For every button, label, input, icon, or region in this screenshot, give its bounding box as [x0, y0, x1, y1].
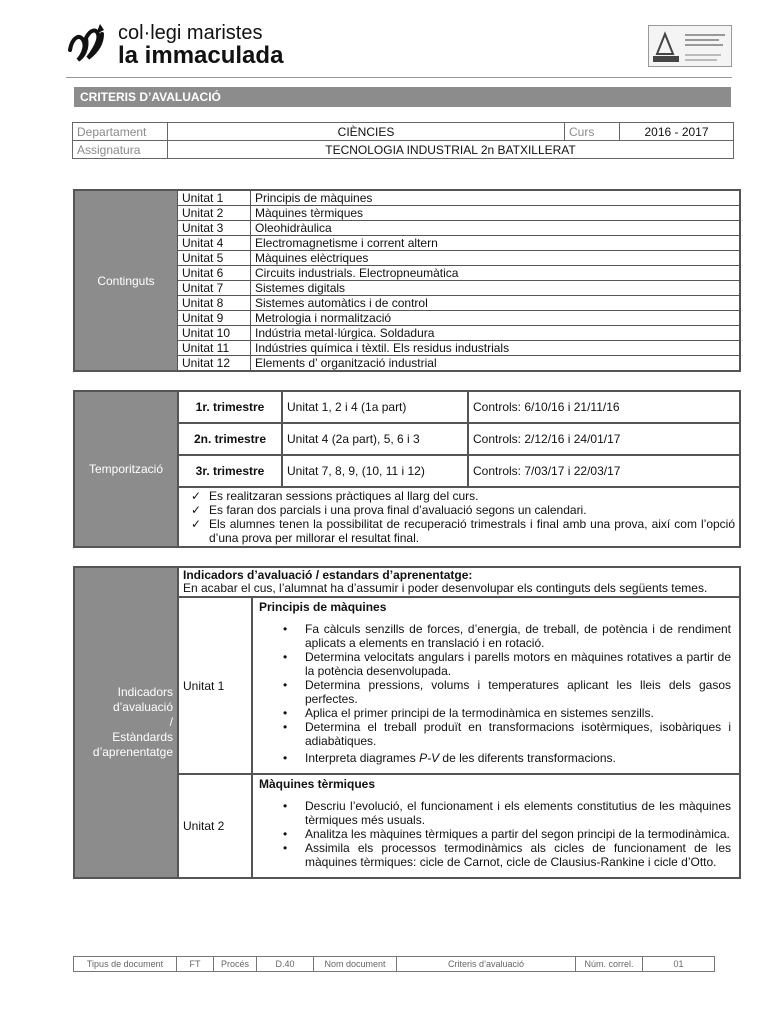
section-title: CRITERIS D’AVALUACIÓ: [74, 87, 731, 107]
contents-table: [73, 189, 741, 372]
bullet-icon: •: [283, 622, 288, 636]
indicator-text: Fa càlculs senzills de forces, d’energia, de treball, de potència i de rendiment aplicats a elements en translació i en rotació.: [305, 622, 731, 650]
bullet-icon: •: [283, 706, 288, 720]
check-icon: ✓: [191, 489, 202, 503]
timing-notes: [178, 487, 740, 547]
indicators-unit-content: [252, 774, 740, 878]
timing-units: Unitat 7, 8, 9, (10, 11 i 12): [282, 455, 468, 487]
footer-doc-name-value: Criteris d’avaluació: [397, 957, 576, 972]
info-row-subject: [73, 141, 734, 159]
bullet-icon: •: [283, 650, 288, 664]
timing-note-text: Es faran dos parcials i una prova final d’avaluació segons un calendari.: [209, 503, 587, 517]
contents-unit-title: Circuits industrials. Electropneumàtica: [251, 266, 741, 281]
indicators-heading: Indicadors d’avaluació / estandars d’aprenentatge:: [183, 568, 473, 582]
indicators-unit: Unitat 2: [178, 774, 252, 878]
timing-term: 3r. trimestre: [178, 455, 282, 487]
timing-controls: Controls: 7/03/17 i 22/03/17: [468, 455, 740, 487]
timing-notes-list: [181, 489, 737, 545]
contents-unit-title: Oleohidràulica: [251, 221, 741, 236]
timing-units: Unitat 1, 2 i 4 (1a part): [282, 391, 468, 423]
indicators-label: [74, 567, 178, 878]
contents-unit-title: Màquines elèctriques: [251, 251, 741, 266]
indicator-text: Interpreta diagrames: [305, 751, 420, 765]
certification-badge: [648, 25, 732, 67]
indicators-label-line: d’avaluació: [112, 700, 173, 714]
contents-unit: Unitat 9: [178, 311, 251, 326]
contents-unit: Unitat 2: [178, 206, 251, 221]
timing-term: 2n. trimestre: [178, 423, 282, 455]
page-header: [66, 18, 732, 78]
bullet-icon: •: [283, 720, 288, 734]
footer-correl-label: Núm. correl.: [576, 957, 643, 972]
footer-doc-type-value: FT: [177, 957, 214, 972]
footer-process-label: Procés: [214, 957, 257, 972]
timing-controls: Controls: 6/10/16 i 21/11/16: [468, 391, 740, 423]
department-value: CIÈNCIES: [168, 123, 565, 141]
indicators-list: [255, 799, 737, 869]
indicators-header-row: [74, 567, 740, 597]
contents-unit: Unitat 12: [178, 356, 251, 372]
indicator-text: Analitza les màquines tèrmiques a partir del segon principi de la termodinàmica.: [305, 827, 730, 841]
contents-unit-title: Elements d’ organització industrial: [251, 356, 741, 372]
indicator-text: Descriu l’evolució, el funcionament i els elements constitutius de les màquines tèrmiques més usuals.: [305, 799, 731, 827]
indicator-text: Assimila els processos termodinàmics als cicles de funcionament de les màquines tèrmiques: cicle de Carnot, cicle de Clausius-Rankine i cicle d’Otto.: [305, 841, 731, 869]
indicator-item: [255, 622, 737, 650]
header-divider: [66, 77, 732, 78]
contents-unit: Unitat 4: [178, 236, 251, 251]
maristes-logo-icon: [66, 20, 114, 68]
contents-unit: Unitat 8: [178, 296, 251, 311]
contents-unit: Unitat 11: [178, 341, 251, 356]
indicator-text: de les diferents transformacions.: [439, 751, 616, 765]
check-icon: ✓: [191, 503, 202, 517]
indicator-item: [255, 751, 737, 765]
contents-unit-title: Electromagnetisme i corrent altern: [251, 236, 741, 251]
indicators-intro: En acabar el cus, l’alumnat ha d’assumir i poder desenvolupar els continguts dels següents temes.: [183, 581, 708, 595]
indicators-label-line: Estàndards: [112, 730, 173, 744]
indicator-text-emphasis: P-V: [419, 751, 440, 765]
bullet-icon: •: [283, 841, 288, 855]
contents-unit-title: Metrologia i normalització: [251, 311, 741, 326]
indicator-item: [255, 799, 737, 827]
indicator-item: [255, 841, 737, 869]
contents-unit-title: Sistemes digitals: [251, 281, 741, 296]
contents-unit: Unitat 3: [178, 221, 251, 236]
indicator-text: Determina el treball produït en transformacions isotèrmiques, isobàriques i adiabàtiques.: [305, 720, 731, 748]
department-label: Departament: [73, 123, 168, 141]
info-row-dept: [73, 123, 734, 141]
indicators-unit-title: Principis de màquines: [259, 600, 387, 614]
indicators-label-line: /: [169, 715, 173, 729]
timing-units: Unitat 4 (2a part), 5, 6 i 3: [282, 423, 468, 455]
indicators-intro-cell: [178, 567, 740, 597]
indicators-label-line: Indicadors: [117, 685, 173, 699]
timing-note-text: Es realitzaran sessions pràctiques al llarg del curs.: [209, 489, 479, 503]
indicators-unit-content: [252, 597, 740, 774]
bullet-icon: •: [283, 799, 288, 813]
footer-doc-name-label: Nom document: [314, 957, 397, 972]
contents-label: Continguts: [74, 190, 178, 371]
timing-note-text: Els alumnes tenen la possibilitat de recuperació trimestrals i final amb una prova, així com l’opció d’una prova per millorar el resultat final.: [209, 517, 735, 545]
contents-unit-title: Indústria metal·lúrgica. Soldadura: [251, 326, 741, 341]
tuv-certified-icon: [649, 26, 731, 66]
indicator-item: [255, 678, 737, 706]
contents-unit-title: Indústries química i tèxtil. Els residus industrials: [251, 341, 741, 356]
indicator-text: Determina velocitats angulars i parells motors en màquines rotatives a partir de la potència desenvolupada.: [305, 650, 731, 678]
bullet-icon: •: [283, 678, 288, 692]
footer-correl-value: 01: [643, 957, 715, 972]
contents-unit-title: Màquines tèrmiques: [251, 206, 741, 221]
contents-unit: Unitat 10: [178, 326, 251, 341]
contents-unit: Unitat 1: [178, 190, 251, 206]
timing-controls: Controls: 2/12/16 i 24/01/17: [468, 423, 740, 455]
bullet-icon: •: [283, 827, 288, 841]
indicator-item: [255, 720, 737, 748]
info-table: [72, 122, 734, 159]
contents-unit: Unitat 6: [178, 266, 251, 281]
contents-unit-title: Principis de màquines: [251, 190, 741, 206]
bullet-icon: •: [283, 751, 288, 765]
indicators-unit-title: Màquines tèrmiques: [259, 777, 376, 791]
contents-unit: Unitat 7: [178, 281, 251, 296]
timing-term: 1r. trimestre: [178, 391, 282, 423]
contents-row: [74, 190, 740, 206]
course-label: Curs: [565, 123, 620, 141]
timing-note: [183, 489, 735, 503]
logo-line-2: la immaculada: [118, 42, 284, 69]
timing-note: [183, 517, 735, 545]
indicator-text: Determina pressions, volums i temperatures aplicant les lleis dels gasos perfectes.: [305, 678, 731, 706]
contents-unit: Unitat 5: [178, 251, 251, 266]
indicator-item: [255, 827, 737, 841]
logo-line-1: col·legi maristes: [118, 22, 263, 44]
indicator-item: [255, 706, 737, 720]
course-value: 2016 - 2017: [620, 123, 734, 141]
check-icon: ✓: [191, 517, 202, 531]
footer-doc-type-label: Tipus de document: [74, 957, 177, 972]
contents-unit-title: Sistemes automàtics i de control: [251, 296, 741, 311]
timing-table: [73, 390, 741, 548]
indicator-text: Aplica el primer principi de la termodinàmica en sistemes senzills.: [305, 706, 654, 720]
subject-label: Assignatura: [73, 141, 168, 159]
footer-process-value: D.40: [257, 957, 314, 972]
indicators-table: [73, 566, 741, 879]
timing-note: [183, 503, 735, 517]
timing-row: [74, 391, 740, 423]
indicators-unit: Unitat 1: [178, 597, 252, 774]
indicator-item: [255, 650, 737, 678]
indicators-list: [255, 622, 737, 765]
timing-label: Temporització: [74, 391, 178, 547]
subject-value: TECNOLOGIA INDUSTRIAL 2n BATXILLERAT: [168, 141, 734, 159]
document-footer: [73, 956, 715, 972]
indicators-label-line: d’aprenentatge: [92, 745, 173, 759]
